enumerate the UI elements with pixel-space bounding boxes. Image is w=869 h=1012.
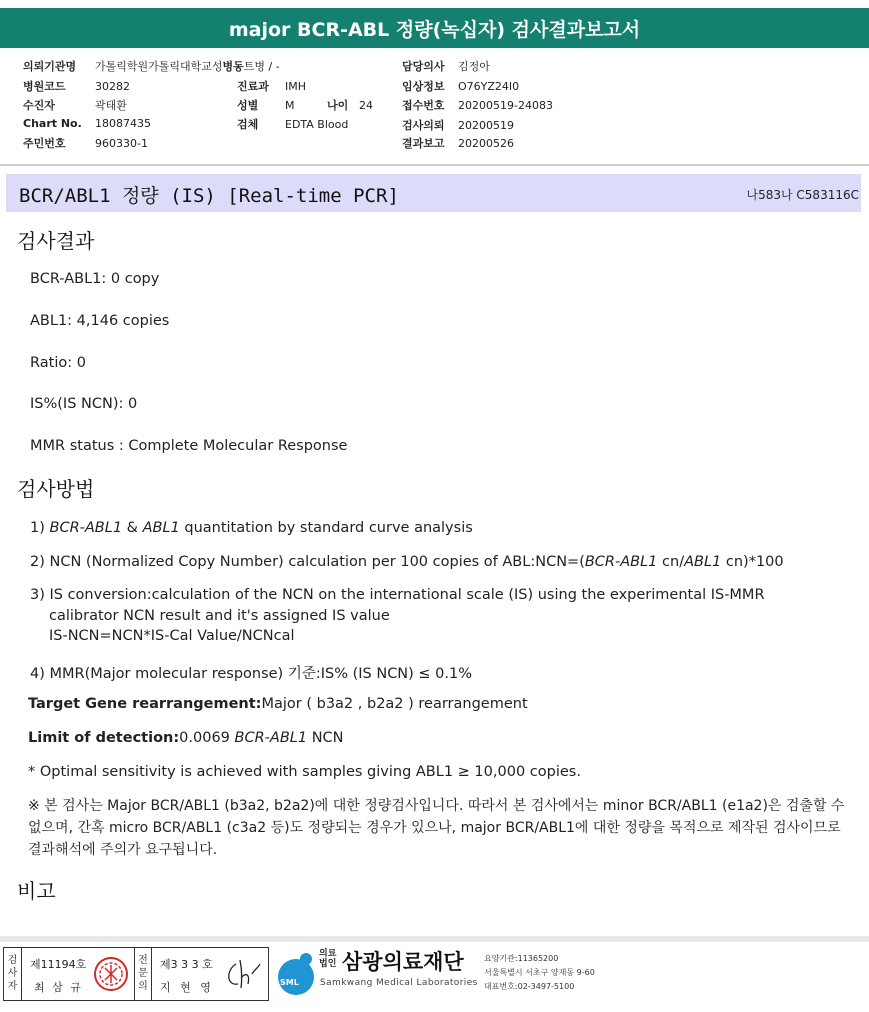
remarks-heading: 비고 (17, 879, 56, 903)
logo-prefix: 의료법인 (319, 949, 337, 969)
test-name: BCR/ABL1 정량 (IS) [Real-time PCR] (19, 185, 399, 207)
rrn-value: 960330-1 (95, 137, 148, 150)
chart-value: 18087435 (95, 117, 151, 130)
lod-value: 0.0069 (179, 730, 230, 746)
optimal-note: * Optimal sensitivity is achieved with samples giving ABL1 ≥ 10,000 copies. (28, 764, 581, 780)
patient-row (23, 97, 127, 113)
sml-logo-text: SML (280, 978, 299, 987)
method-1-amp: & (126, 520, 138, 536)
method-1 (30, 520, 473, 536)
sex-label: 성별 (237, 99, 259, 112)
dept-label: 진료과 (237, 80, 269, 93)
result-is-percent: IS%(IS NCN): 0 (30, 396, 138, 412)
age-value: 24 (359, 99, 373, 112)
method-2-c: cn)*100 (725, 554, 784, 570)
institution-row (23, 58, 280, 74)
lab-info-code: 요양기관:11365200 (484, 954, 559, 963)
clinical-label: 임상정보 (402, 80, 445, 93)
lab-info-address: 서울특별시 서초구 양재동 9-60 (484, 968, 595, 977)
patient-header (0, 50, 869, 166)
method-1-gene1: BCR-ABL1 (49, 520, 123, 536)
result-mmr-status: MMR status : Complete Molecular Response (30, 438, 348, 454)
report-date-value: 20200526 (458, 137, 514, 150)
result-bcr-abl1: BCR-ABL1: 0 copy (30, 271, 160, 287)
specialist-vertical-label: 전문의 (134, 948, 152, 1000)
ward-label: 병동 (222, 60, 244, 73)
logo-english: Samkwang Medical Laboratories (320, 978, 478, 988)
rrn-row (23, 135, 148, 151)
result-abl1: ABL1: 4,146 copies (30, 313, 170, 329)
method-4: 4) MMR(Major molecular response) 기준:IS% (IS NCN) ≤ 0.1% (30, 666, 473, 682)
specimen-row (237, 116, 348, 132)
lod-label: Limit of detection: (28, 730, 180, 746)
method-1-gene2: ABL1 (142, 520, 180, 536)
target-gene (28, 696, 528, 712)
tester-license: 제11194호 (30, 958, 87, 971)
patient-value: 곽태환 (95, 99, 127, 112)
caution-note: ※ 본 검사는 Major BCR/ABL1 (b3a2, b2a2)에 대한 정량검사입니다. 따라서 본 검사에서는 minor BCR/ABL1 (e1a2)은 검출할 수 없으며, 간혹 micro BCR/ABL1 (c3a2 등)도 정량되는 경우가 있으나, major BCR/ABL1에 대한 정량을 목적으로 제작된 검사이므로 결과해석에 주의가 요구됩니다. (28, 798, 845, 858)
specialist-license: 제3 3 3 호 (160, 958, 213, 971)
specialist-signature-icon (222, 954, 264, 994)
doctor-label: 담당의사 (402, 60, 445, 73)
chart-label: Chart No. (23, 117, 82, 130)
method-1-num: 1) (30, 520, 45, 536)
lab-info-phone: 대표번호:02-3497-5100 (484, 982, 575, 991)
doctor-row (402, 58, 490, 74)
method-2-a: 2) NCN (Normalized Copy Number) calculation per 100 copies of ABL:NCN=( (30, 554, 585, 570)
result-ratio: Ratio: 0 (30, 355, 86, 371)
dept-row (237, 78, 306, 94)
footer-divider (0, 936, 869, 942)
test-name-bar (6, 174, 861, 212)
age-label: 나이 (327, 99, 349, 112)
method-3-line2: calibrator NCN result and it's assigned IS value (49, 608, 390, 624)
specimen-label: 검체 (237, 118, 259, 131)
specimen-value: EDTA Blood (285, 118, 349, 131)
chart-row (23, 117, 151, 130)
request-row (402, 117, 514, 133)
clinical-row (402, 78, 519, 94)
tester-seal-icon (93, 956, 129, 992)
institution-label: 의뢰기관명 (23, 60, 77, 73)
report-date-row (402, 135, 514, 151)
specialist-name: 지 현 영 (160, 981, 214, 994)
dept-value: IMH (285, 80, 307, 93)
method-heading: 검사방법 (17, 477, 95, 501)
sex-value: M (285, 99, 295, 112)
method-2-gene2: ABL1 (684, 554, 722, 570)
accession-value: 20200519-24083 (458, 99, 553, 112)
ward-value: 트병 / - (243, 60, 280, 73)
report-date-label: 결과보고 (402, 137, 445, 150)
method-3-line1: 3) IS conversion:calculation of the NCN on the international scale (IS) using the experimental IS-MMR (30, 587, 765, 603)
limit-of-detection (28, 730, 344, 746)
clinical-value: O76YZ24I0 (458, 80, 520, 93)
rrn-label: 주민번호 (23, 137, 66, 150)
request-value: 20200519 (458, 119, 514, 132)
patient-label: 수진자 (23, 99, 55, 112)
lod-unit: NCN (311, 730, 344, 746)
method-1-rest: quantitation by standard curve analysis (184, 520, 473, 536)
institution-value: 가톨릭학원가톨릭대학교성 (95, 60, 223, 73)
method-2-b: cn/ (662, 554, 685, 570)
tester-name: 최 삼 규 (34, 981, 83, 994)
request-label: 검사의뢰 (402, 119, 445, 132)
method-2-gene1: BCR-ABL1 (584, 554, 658, 570)
report-title: major BCR-ABL 정량(녹십자) 검사결과보고서 (0, 8, 869, 48)
accession-label: 접수번호 (402, 99, 445, 112)
method-3-line3: IS-NCN=NCN*IS-Cal Value/NCNcal (49, 628, 295, 644)
doctor-value: 김정아 (458, 60, 490, 73)
tester-vertical-label: 검사자 (4, 948, 22, 1000)
accession-row (402, 97, 553, 113)
sex-row (237, 97, 373, 113)
target-gene-label: Target Gene rearrangement: (28, 696, 262, 712)
sml-logo-icon (272, 949, 320, 997)
logo-name: 삼광의료재단 (342, 950, 464, 974)
lod-gene: BCR-ABL1 (234, 730, 308, 746)
hospital-code-label: 병원코드 (23, 80, 66, 93)
hospital-code-value: 30282 (95, 80, 130, 93)
results-heading: 검사결과 (17, 229, 95, 253)
target-gene-value: Major ( b3a2 , b2a2 ) rearrangement (261, 696, 528, 712)
hospital-code-row (23, 78, 130, 94)
signature-box (3, 947, 269, 1001)
method-2 (30, 554, 784, 570)
test-code: 나583나 C583116C (746, 188, 859, 202)
